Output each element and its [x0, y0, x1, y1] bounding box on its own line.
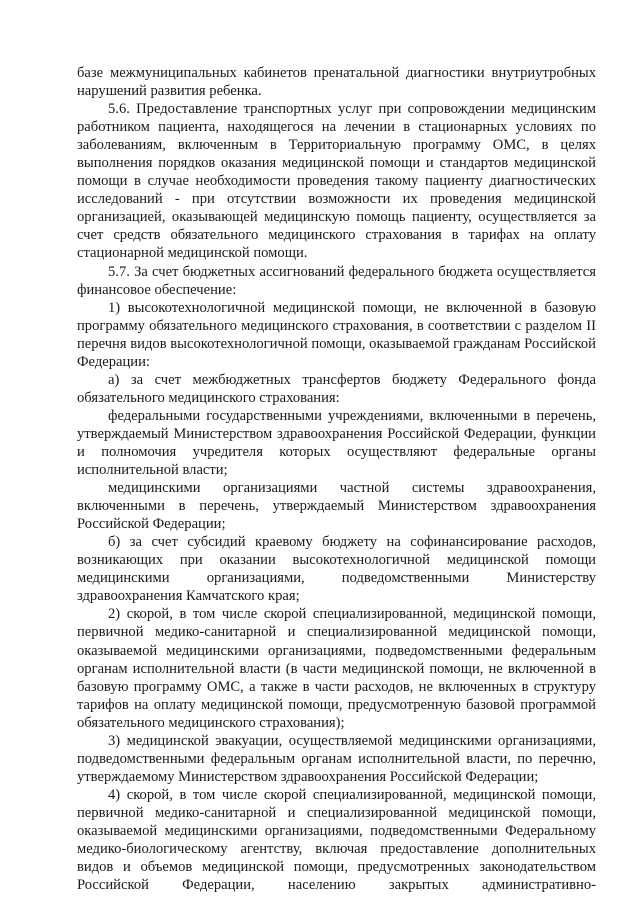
paragraph-5-6: 5.6. Предоставление транспортных услуг при сопровождении медицинским работником пациента, находящегося на лечении в стационарных условиях по заболеваниям, включенным в Территориальную программу ОМС, в целях выполнения порядков оказания медицинской помощи и стандартов медицинской помощи в случае необходимости проведения такому пациенту диагностических исследований - при отсутствии возможности их проведения медицинской организацией, оказывающей медицинскую помощь пациенту, осуществляется за счет средств обязательного медицинского страхования в тарифах на оплату стационарной медицинской помощи.: [77, 101, 596, 262]
list-item-2: 2) скорой, в том числе скорой специализированной, медицинской помощи, первичной медико-санитарной и специализированной медицинской помощи, оказываемой медицинскими организациями, подведомственными федеральным органам исполнительной власти (в части медицинской помощи, не включенной в базовую программу ОМС, а также в части расходов, не включенных в структуру тарифов на оплату медицинской помощи, предусмотренную базовой программой обязательного медицинского страхования);: [77, 606, 596, 731]
list-item-1b: б) за счет субсидий краевому бюджету на софинансирование расходов, возникающих при оказании высокотехнологичной медицинской помощи медицинскими организациями, подведомственными Министерству здравоохранения Камчатского края;: [77, 534, 596, 605]
list-item-1a-private: медицинскими организациями частной системы здравоохранения, включенными в перечень, утверждаемый Министерством здравоохранения Российской Федерации;: [77, 480, 596, 533]
paragraph-5-7: 5.7. За счет бюджетных ассигнований федерального бюджета осуществляется финансовое обеспечение:: [77, 263, 596, 298]
list-item-1: 1) высокотехнологичной медицинской помощи, не включенной в базовую программу обязательного медицинского страхования, в соответствии с разделом II перечня видов высокотехнологичной помощи, оказываемой гражданам Российской Федерации:: [77, 299, 596, 370]
list-item-1a-federal: федеральными государственными учреждениями, включенными в перечень, утверждаемый Министерством здравоохранения Российской Федерации, функции и полномочия учредителя которых осуществляют федеральные органы исполнительной власти;: [77, 407, 596, 479]
document-page: [77, 64, 596, 894]
list-item-1a: а) за счет межбюджетных трансфертов бюджету Федерального фонда обязательного медицинского страхования:: [77, 371, 596, 406]
list-item-4: 4) скорой, в том числе скорой специализированной, медицинской помощи, первичной медико-санитарной и специализированной медицинской помощи, оказываемой медицинскими организациями, подведомственными Федеральному медико-биологическому агентству, включая предоставление дополнительных видов и объемов медицинской помощи, предусмотренных законодательством Российской Федерации, населению закрытых административно-: [77, 786, 596, 894]
paragraph-1: базе межмуниципальных кабинетов пренатальной диагностики внутриутробных нарушений развития ребенка.: [77, 65, 596, 100]
list-item-3: 3) медицинской эвакуации, осуществляемой медицинскими организациями, подведомственными федеральным органам исполнительной власти, по перечню, утверждаемому Министерством здравоохранения Российской Федерации;: [77, 732, 596, 785]
